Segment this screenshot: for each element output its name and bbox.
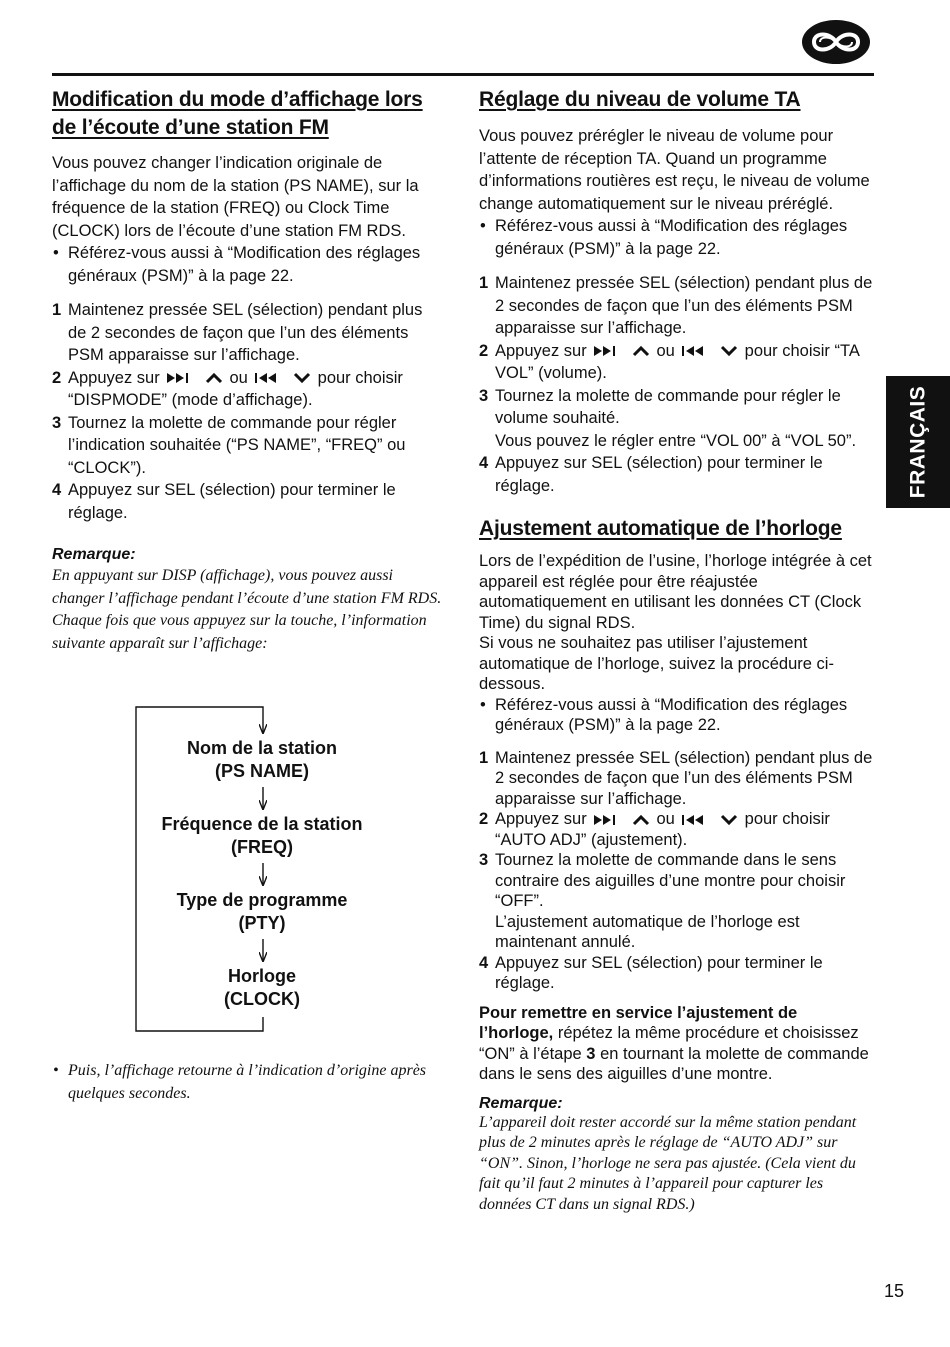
remark-title: Remarque: — [479, 1094, 563, 1112]
step-item — [479, 748, 875, 810]
step-number: 2 — [479, 341, 489, 360]
language-tab — [886, 376, 950, 508]
left-column — [52, 86, 444, 655]
previous-track-icon — [681, 814, 711, 826]
step-text: pour choisir “TA VOL” (volume). — [495, 341, 859, 382]
title-line-1: Modification du mode d’affichage lors — [52, 88, 423, 111]
display-mode-intro: Vous pouvez changer l’indication originale de l’affichage du nom de la station (PS NAME), sur la fréquence de la station (FREQ) ou Clock Time (CLOCK) lors de l’écoute d’une station FM RDS. — [52, 154, 419, 240]
step-number: 3 — [479, 851, 489, 869]
ta-volume-intro: Vous pouvez prérégler le niveau de volume pour l’attente de réception TA. Quand un programme d’informations routières est reçu, le niveau de volume change automatiquement sur le niveau préréglé. — [479, 127, 870, 213]
after-cycle-note — [52, 1060, 444, 1105]
step-item — [479, 953, 875, 994]
reenable-lead: Pour remettre en service l’ajustement de l’horloge, — [479, 1003, 798, 1042]
step-number: 2 — [479, 810, 489, 828]
display-cycle-diagram — [52, 705, 444, 1035]
chevron-down-icon — [720, 814, 738, 826]
auto-clock-intro: Lors de l’expédition de l’usine, l’horloge intégrée à cet appareil est réglée pour être réajustée automatiquement en utilisant les données CT (Clock Time) du signal RDS. — [479, 552, 872, 632]
step-text: Tournez la molette de commande dans le sens contraire des aiguilles d’une montre pour choisir “OFF”. — [495, 851, 846, 910]
cycle-item-label: Fréquence de la station — [161, 814, 363, 834]
step-item — [479, 809, 875, 850]
step-number: 4 — [479, 454, 489, 472]
ta-volume-steps — [479, 272, 875, 497]
auto-clock-steps — [479, 748, 875, 994]
step-text: Appuyez sur — [68, 368, 160, 387]
psm-reference: • Référez-vous aussi à “Modification des réglages généraux (PSM)” à la page 22. — [52, 242, 444, 287]
previous-track-icon — [681, 345, 711, 357]
chevron-up-icon — [205, 372, 223, 384]
step-extra-text: L’ajustement automatique de l’horloge est maintenant annulé. — [495, 912, 800, 951]
step-text: Maintenez pressée SEL (sélection) pendant plus de 2 secondes de façon que l’un des éléments PSM apparaisse sur l’affichage. — [68, 301, 423, 364]
chevron-down-icon — [293, 372, 311, 384]
chevron-up-icon — [632, 345, 650, 357]
step-item — [479, 272, 875, 340]
remark-title: Remarque: — [52, 546, 136, 563]
right-column — [479, 86, 875, 1215]
step-item — [52, 479, 444, 524]
display-mode-title — [52, 86, 444, 142]
previous-track-icon — [254, 372, 284, 384]
cycle-item-label: Type de programme — [176, 890, 348, 910]
next-track-icon — [593, 345, 623, 357]
display-mode-bullets — [52, 242, 444, 287]
step-text: Appuyez sur SEL (sélection) pour terminer le réglage. — [495, 454, 823, 495]
ta-volume-title: Réglage du niveau de volume TA — [479, 88, 801, 111]
step-number: 2 — [52, 368, 62, 387]
psm-reference: • Référez-vous aussi à “Modification des réglages généraux (PSM)” à la page 22. — [479, 215, 875, 260]
step-item — [52, 299, 444, 367]
step-text: Tournez la molette de commande pour régler l’indication souhaitée (“PS NAME”, “FREQ” ou “CLOCK”). — [68, 413, 406, 477]
psm-reference: • Référez-vous aussi à “Modification des réglages généraux (PSM)” à la page 22. — [479, 695, 875, 736]
chevron-down-icon — [720, 345, 738, 357]
cycle-item-pty — [52, 889, 472, 935]
ta-volume-bullets — [479, 215, 875, 260]
step-text: Appuyez sur — [495, 341, 587, 360]
step-number: 1 — [52, 301, 62, 319]
auto-clock-bullets — [479, 695, 875, 736]
step-item — [479, 385, 875, 453]
remark-text: L’appareil doit rester accordé sur la même station pendant plus de 2 minutes après le réglage de “AUTO ADJ” sur “ON”. Sinon, l’horloge ne sera pas ajustée. (Cela vient du fait qu’il faut 2 minutes à l’appareil pour capturer les données CT dans un signal RDS.) — [479, 1113, 857, 1213]
step-item — [52, 367, 444, 412]
page-number: 15 — [884, 1281, 905, 1301]
step-number: 1 — [479, 274, 489, 292]
jvc-infinity-logo-icon — [800, 18, 872, 66]
cycle-item-label: Nom de la station — [186, 738, 338, 758]
reenable-text-end: en tournant la molette de commande dans le sens des aiguilles d’une montre. — [479, 1044, 869, 1083]
step-number: 3 — [479, 386, 489, 405]
cycle-item-code: (PS NAME) — [215, 761, 309, 781]
step-item — [479, 340, 875, 385]
step-text: Tournez la molette de commande pour régler le volume souhaité. — [495, 386, 841, 427]
step-text-or: ou — [656, 341, 675, 360]
cycle-item-clock — [52, 965, 472, 1011]
title-line-2: de l’écoute d’une station FM — [52, 116, 329, 139]
cycle-item-ps-name — [52, 737, 472, 783]
step-text: Appuyez sur — [495, 810, 587, 828]
cycle-item-code: (CLOCK) — [224, 989, 300, 1009]
step-text: Appuyez sur SEL (sélection) pour terminer le réglage. — [495, 953, 823, 992]
cycle-item-code: (PTY) — [238, 913, 286, 933]
step-text-or: ou — [229, 368, 248, 387]
reenable-text: répétez la même procédure et choisissez “ON” à l’étape — [479, 1024, 859, 1063]
step-text: pour choisir “DISPMODE” (mode d’affichage). — [68, 368, 403, 409]
step-number: 1 — [479, 748, 489, 767]
header-rule — [52, 73, 874, 76]
step-extra-text: Vous pouvez le régler entre “VOL 00” à “VOL 50”. — [495, 431, 857, 450]
step-item — [479, 452, 875, 497]
step-text: Appuyez sur SEL (sélection) pour terminer le réglage. — [68, 481, 396, 522]
step-text: pour choisir “AUTO ADJ” (ajustement). — [495, 810, 830, 849]
reenable-step-ref: 3 — [586, 1044, 596, 1063]
chevron-up-icon — [632, 814, 650, 826]
step-number: 4 — [52, 481, 62, 499]
step-text: Maintenez pressée SEL (sélection) pendant plus de 2 secondes de façon que l’un des éléments PSM apparaisse sur l’affichage. — [495, 274, 873, 337]
auto-clock-intro-2: Si vous ne souhaitez pas utiliser l’ajustement automatique de l’horloge, suivez la procédure ci-dessous. — [479, 634, 834, 693]
step-text: Maintenez pressée SEL (sélection) pendant plus de 2 secondes de façon que l’un des éléments PSM apparaisse sur l’affichage. — [495, 748, 873, 808]
cycle-item-label: Horloge — [227, 966, 296, 986]
cycle-item-code: (FREQ) — [231, 837, 293, 857]
step-number: 4 — [479, 953, 489, 972]
after-cycle-note-text: • Puis, l’affichage retourne à l’indication d’origine après quelques secondes. — [52, 1060, 444, 1105]
step-item — [52, 412, 444, 480]
next-track-icon — [593, 814, 623, 826]
auto-clock-title: Ajustement automatique de l’horloge — [479, 517, 842, 540]
step-number: 3 — [52, 413, 62, 432]
cycle-item-freq — [52, 813, 472, 859]
remark-text: En appuyant sur DISP (affichage), vous pouvez aussi changer l’affichage pendant l’écoute d’une station FM RDS. — [52, 567, 442, 607]
step-text-or: ou — [656, 810, 675, 828]
remark-text-2: Chaque fois que vous appuyez sur la touche, l’information suivante apparaît sur l’affichage: — [52, 612, 427, 652]
step-item — [479, 850, 875, 953]
next-track-icon — [166, 372, 196, 384]
language-tab-label: FRANÇAIS — [906, 385, 929, 499]
display-mode-steps — [52, 299, 444, 524]
reenable-paragraph — [479, 1003, 875, 1085]
